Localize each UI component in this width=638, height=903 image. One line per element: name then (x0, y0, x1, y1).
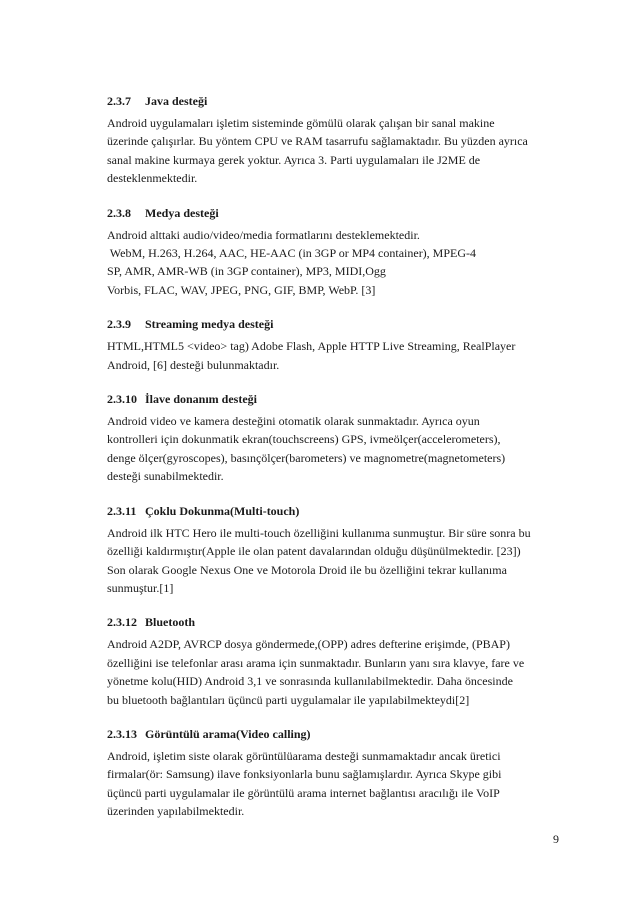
paragraph-line: Android video ve kamera desteğini otomatik olarak sunmaktadır. Ayrıca oyun (107, 414, 480, 429)
section-heading (107, 391, 567, 407)
document-page (107, 93, 567, 838)
paragraph-line: sunmuştur.[1] (107, 580, 174, 595)
section-title: Streaming medya desteği (145, 317, 274, 332)
paragraph-line: özelliği kaldırmıştır(Apple ile olan patent davalarından olduğu düşünülmektedir. [23]) (107, 544, 521, 559)
paragraph-line: Android A2DP, AVRCP dosya göndermede,(OPP) adres defterine erişimde, (PBAP) (107, 637, 510, 652)
section-title: Çoklu Dokunma(Multi-touch) (145, 503, 300, 518)
section-heading (107, 726, 567, 742)
paragraph-line: kontrolleri için dokunmatik ekran(touchscreens) GPS, ivmeölçer(accelerometers), (107, 432, 501, 447)
section-heading (107, 503, 567, 519)
paragraph-line: Son olarak Google Nexus One ve Motorola Droid ile bu özelliğini tekrar kullanıma (107, 562, 507, 577)
section-title: Bluetooth (145, 615, 196, 630)
paragraph-line: Android, [6] desteği bulunmaktadır. (107, 357, 280, 372)
paragraph-line: Android ilk HTC Hero ile multi-touch özelliğini kullanıma sunmuştur. Bir süre sonra bu (107, 525, 531, 540)
section-title: Görüntülü arama(Video calling) (145, 726, 311, 741)
paragraph-line: Vorbis, FLAC, WAV, JPEG, PNG, GIF, BMP, WebP. [3] (107, 282, 376, 297)
section-paragraph (107, 747, 567, 821)
section-paragraph (107, 635, 567, 709)
paragraph-line: üzerinde çalışırlar. Bu yöntem CPU ve RAM tasarrufu sağlamaktadır. Bu yüzden ayrıca (107, 134, 528, 149)
section (107, 316, 567, 374)
paragraph-line: SP, AMR, AMR-WB (in 3GP container), MP3, MIDI,Ogg (107, 264, 386, 279)
section-title: Medya desteği (145, 205, 219, 220)
paragraph-line: Android, işletim siste olarak görüntülüarama desteği sunmamaktadır ancak üretici (107, 748, 501, 763)
section-number: 2.3.10 (107, 392, 137, 407)
paragraph-line: desteklenmektedir. (107, 171, 198, 186)
section-heading (107, 316, 567, 332)
paragraph-line: Android uygulamaları işletim sisteminde gömülü olarak çalışan bir sanal makine (107, 116, 495, 130)
section-number: 2.3.8 (107, 205, 131, 220)
section (107, 391, 567, 486)
paragraph-line: bu bluetooth bağlantıları üçüncü parti uygulamalar ile yapılabilmekteydi[2] (107, 692, 470, 707)
section (107, 726, 567, 821)
paragraph-line: sanal makine kurmaya gerek yoktur. Ayrıca 3. Parti uygulamaları ile J2ME de (107, 152, 481, 167)
paragraph-line: WebM, H.263, H.264, AAC, HE-AAC (in 3GP or MP4 container), MPEG-4 (107, 246, 477, 261)
paragraph-line: yönetme kolu(HID) Android 3,1 ve sonrasında kullanılabilmektedir. Daha öncesinde (107, 674, 513, 689)
section-paragraph (107, 114, 567, 188)
paragraph-line: üçüncü parti uygulamalar ile görüntülü arama internet bağlantısı aracılığı ile VoIP (107, 785, 500, 800)
section-number: 2.3.12 (107, 615, 137, 630)
paragraph-line: desteği sunabilmektedir. (107, 469, 224, 484)
section (107, 614, 567, 709)
section-paragraph (107, 524, 567, 598)
section-heading (107, 205, 567, 221)
paragraph-line: denge ölçer(gyroscopes), basınçölçer(barometers) ve magnometre(magnetometers) (107, 450, 506, 465)
paragraph-line: üzerinden yapılabilmektedir. (107, 804, 245, 819)
section-paragraph (107, 337, 567, 374)
section-number: 2.3.13 (107, 726, 137, 741)
paragraph-line: firmalar(ör: Samsung) ilave fonksiyonlarla bunu sağlamışlardır. Ayrıca Skype gibi (107, 767, 502, 782)
section-title: İlave donanım desteği (145, 392, 258, 407)
section-title: Java desteği (145, 94, 208, 108)
section-number: 2.3.9 (107, 317, 131, 332)
section (107, 503, 567, 598)
section-number: 2.3.7 (107, 94, 131, 108)
section-number: 2.3.11 (107, 503, 137, 518)
section (107, 205, 567, 300)
paragraph-line: Android alttaki audio/video/media formatlarını desteklemektedir. (107, 227, 420, 242)
section-heading (107, 93, 567, 109)
paragraph-line: HTML,HTML5 <video> tag) Adobe Flash, Apple HTTP Live Streaming, RealPlayer (107, 339, 516, 354)
section-paragraph (107, 226, 567, 300)
paragraph-line: özelliğini ise telefonlar arası arama için sunmaktadır. Bunların yanı sıra klavye, fare ve (107, 655, 525, 670)
section (107, 93, 567, 188)
section-heading (107, 614, 567, 630)
page-number: 9 (553, 832, 559, 846)
section-paragraph (107, 412, 567, 486)
